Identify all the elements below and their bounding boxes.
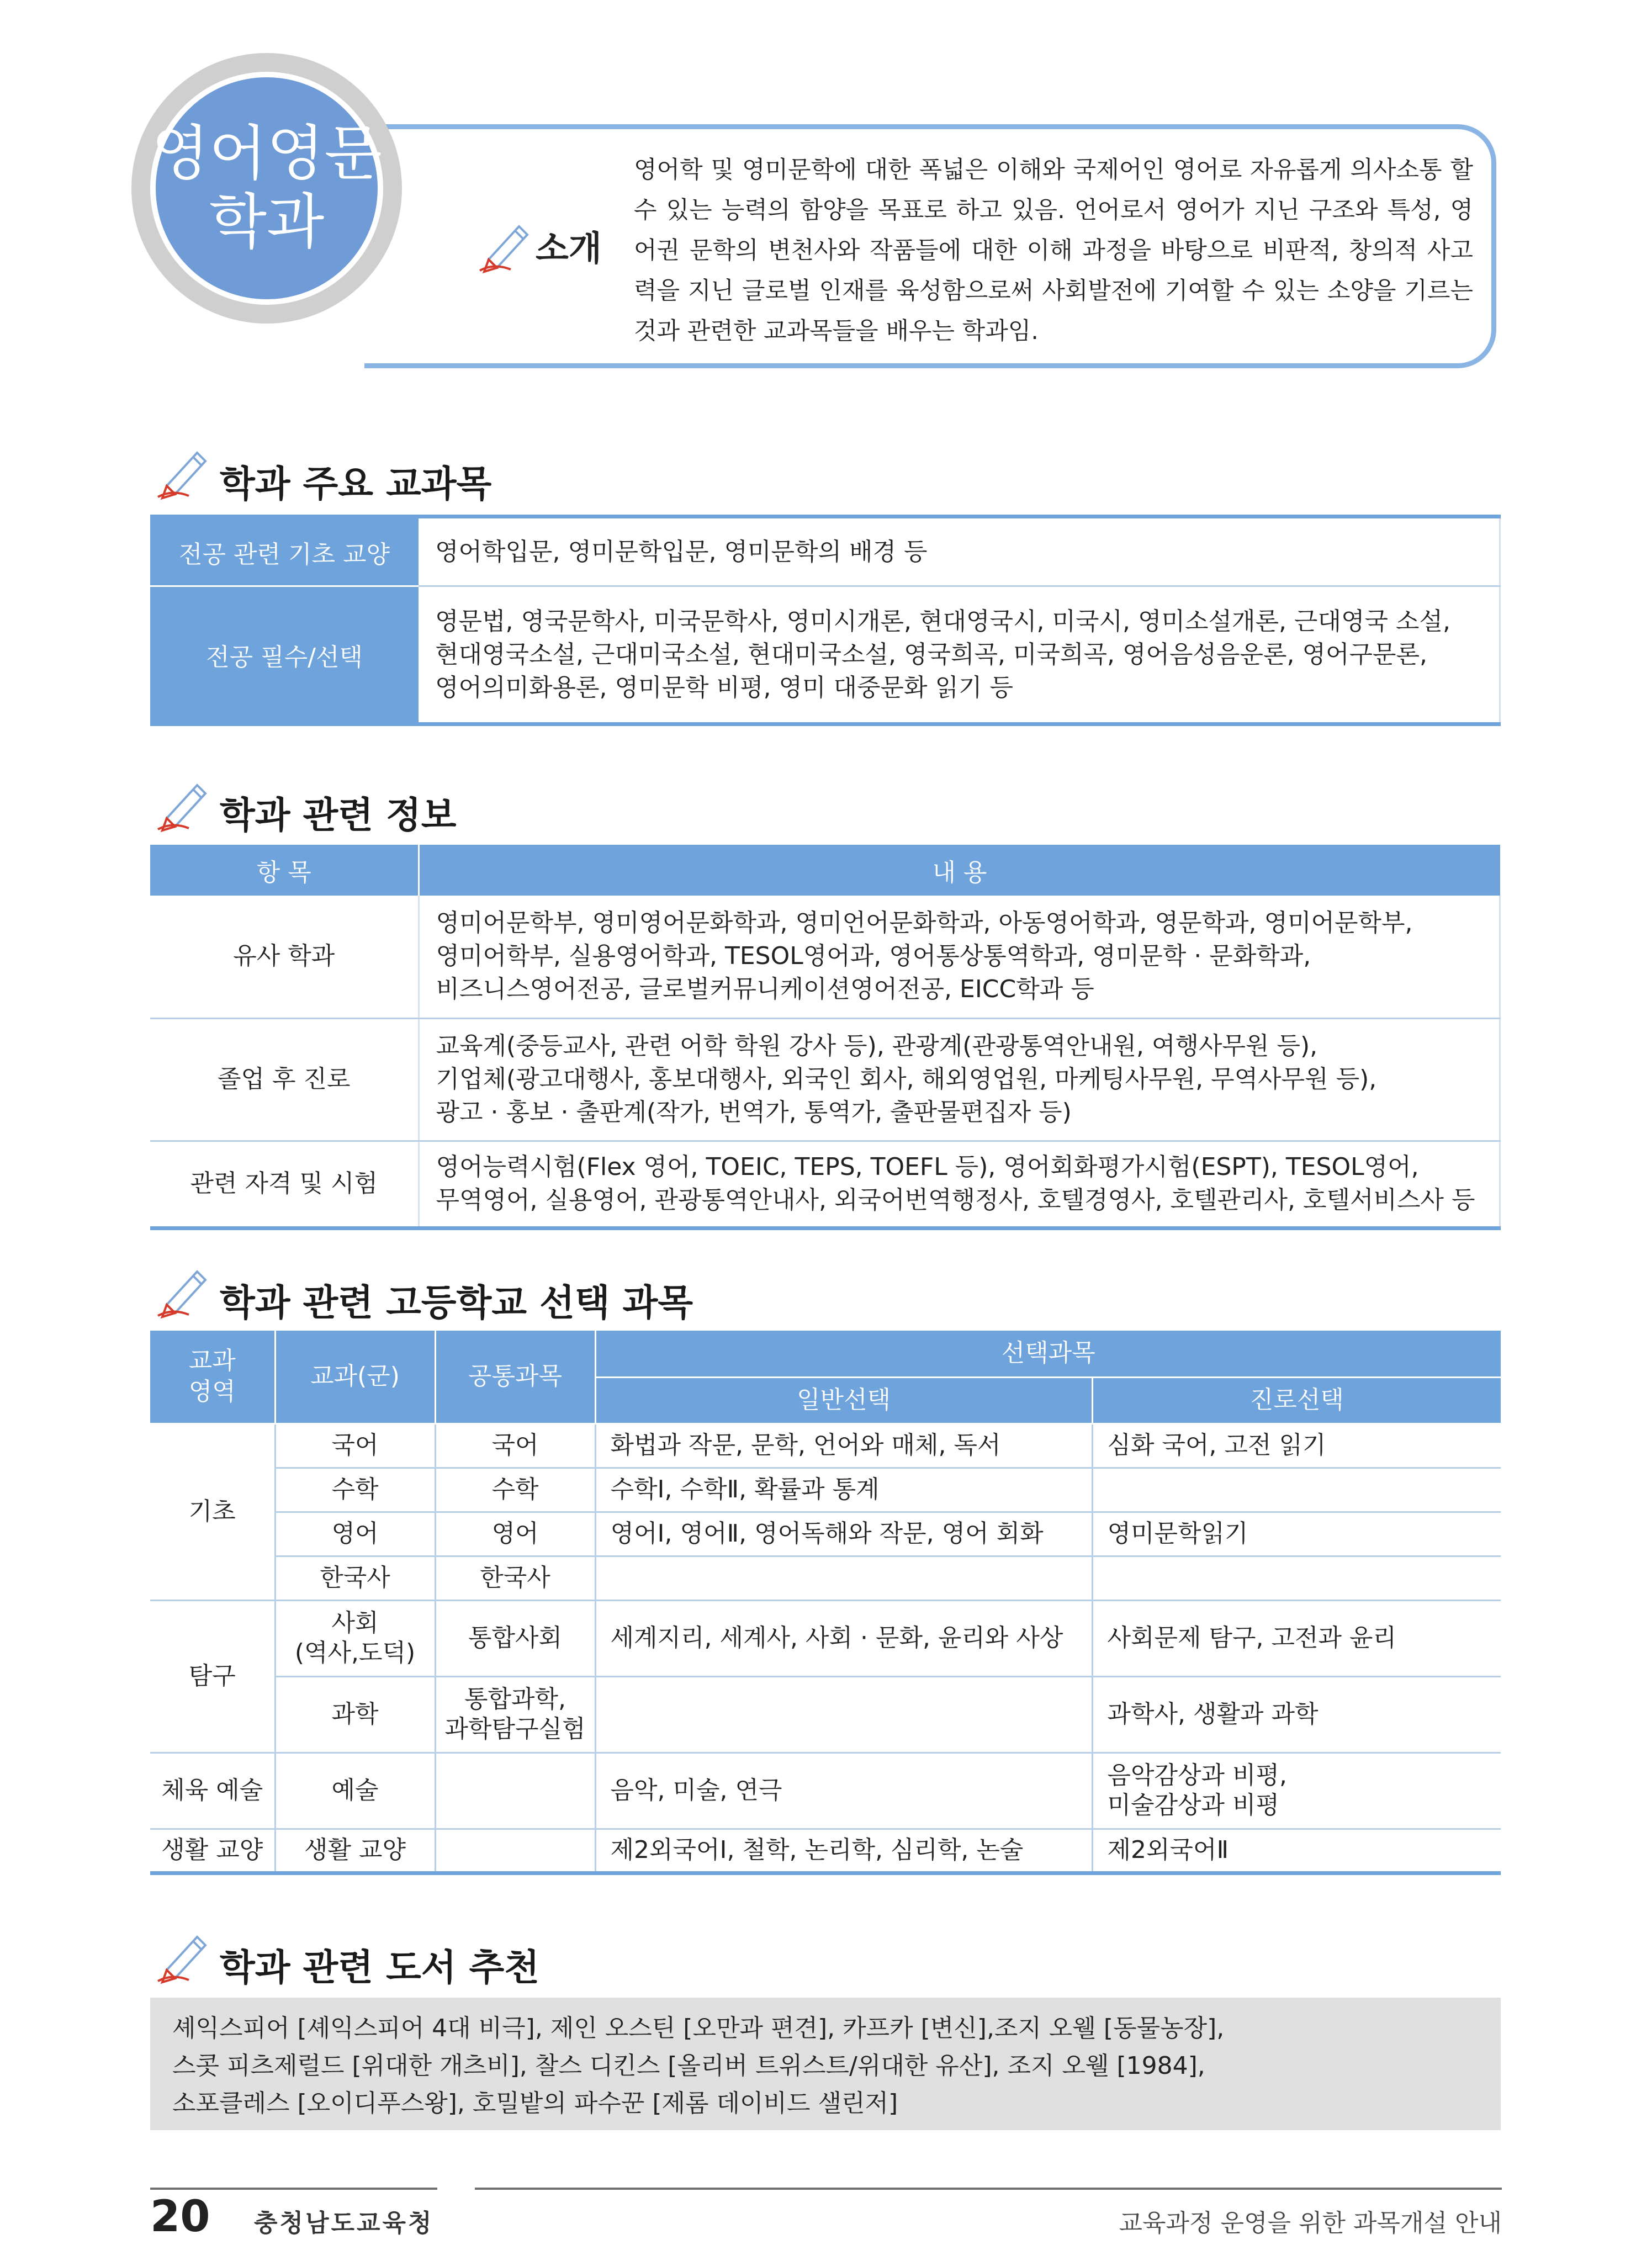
career-cell	[1092, 1468, 1501, 1512]
header-career: 진로선택	[1092, 1377, 1501, 1423]
main-courses-table	[150, 515, 1501, 726]
row-label: 유사 학과	[150, 896, 419, 1018]
table-header-row	[150, 1331, 1501, 1377]
content-line: 영문법, 영국문학사, 미국문학사, 영미시개론, 현대영국시, 미국시, 영미소설개론, 근대영국 소설,	[435, 607, 1450, 636]
content-line: 영어학입문, 영미문학입문, 영미문학의 배경 등	[435, 537, 928, 566]
header-general: 일반선택	[595, 1377, 1092, 1423]
table-header-row	[150, 845, 1500, 896]
career-cell: 제2외국어Ⅱ	[1092, 1829, 1501, 1873]
content-line: 기업체(광고대행사, 홍보대행사, 외국인 회사, 해외영업원, 마케팅사무원, 무역사무원 등),	[436, 1065, 1377, 1093]
row-label: 졸업 후 진로	[150, 1018, 419, 1141]
intro-label: 소개	[536, 228, 602, 268]
group-cell: 생활 교양	[275, 1829, 435, 1873]
header-group: 교과(군)	[275, 1331, 435, 1423]
row-label: 전공 필수/선택	[150, 586, 419, 724]
content-line: 영어능력시험(Flex 영어, TOEIC, TEPS, TOEFL 등), 영어회화평가시험(ESPT), TESOL영어,	[436, 1153, 1419, 1181]
common-cell	[435, 1752, 595, 1829]
group-cell	[275, 1600, 435, 1676]
header-elective: 선택과목	[595, 1331, 1501, 1377]
general-cell: 제2외국어Ⅰ, 철학, 논리학, 심리학, 논술	[595, 1829, 1092, 1873]
career-cell	[1092, 1752, 1501, 1829]
table-row	[150, 1018, 1500, 1141]
general-cell	[595, 1556, 1092, 1600]
table-row	[150, 1556, 1501, 1600]
general-cell: 세계지리, 세계사, 사회 · 문화, 윤리와 사상	[595, 1600, 1092, 1676]
table-row	[150, 896, 1500, 1018]
area-cell: 탐구	[150, 1600, 275, 1752]
table-row	[150, 1468, 1501, 1512]
table-row	[150, 1141, 1500, 1228]
table-row	[150, 586, 1500, 724]
row-content	[419, 1141, 1500, 1228]
row-content	[419, 896, 1500, 1018]
group-cell: 수학	[275, 1468, 435, 1512]
table-row	[150, 517, 1500, 586]
pencil-icon	[150, 1261, 216, 1321]
career-cell: 사회문제 탐구, 고전과 윤리	[1092, 1600, 1501, 1676]
content-line: 비즈니스영어전공, 글로벌커뮤니케이션영어전공, EICC학과 등	[436, 975, 1094, 1004]
career-line: 음악감상과 비평,	[1107, 1761, 1287, 1789]
common-line: 과학탐구실험	[444, 1715, 586, 1743]
department-title	[150, 72, 383, 305]
general-cell: 음악, 미술, 연극	[595, 1752, 1092, 1829]
common-cell: 영어	[435, 1512, 595, 1556]
footer-divider	[150, 2188, 437, 2190]
general-cell	[595, 1676, 1092, 1752]
table-row	[150, 1752, 1501, 1829]
career-cell: 영미문학읽기	[1092, 1512, 1501, 1556]
table-row	[150, 1423, 1501, 1468]
group-cell: 한국사	[275, 1556, 435, 1600]
common-cell: 국어	[435, 1423, 595, 1468]
header-content: 내 용	[419, 845, 1500, 896]
books-line: 스콧 피츠제럴드 [위대한 개츠비], 찰스 디킨스 [올리버 트위스트/위대한 유산], 조지 오웰 [1984],	[172, 2052, 1205, 2080]
header-area-line: 영역	[188, 1378, 236, 1406]
department-title-line1: 영어영문	[151, 119, 382, 188]
general-cell: 수학Ⅰ, 수학Ⅱ, 확률과 통계	[595, 1468, 1092, 1512]
content-line: 광고 · 홍보 · 출판계(작가, 번역가, 통역가, 출판물편집자 등)	[436, 1098, 1072, 1126]
content-line: 현대영국소설, 근대미국소설, 현대미국소설, 영국희곡, 미국희곡, 영어음성음운론, 영어구문론,	[435, 640, 1427, 669]
header-common: 공통과목	[435, 1331, 595, 1423]
header-area-line: 교과	[188, 1347, 236, 1375]
career-cell: 심화 국어, 고전 읽기	[1092, 1423, 1501, 1468]
career-cell	[1092, 1556, 1501, 1600]
section-title-main-courses: 학과 주요 교과목	[220, 463, 492, 505]
common-cell: 한국사	[435, 1556, 595, 1600]
area-cell: 기초	[150, 1423, 275, 1600]
section-title-department-info: 학과 관련 정보	[220, 794, 457, 836]
group-line: 사회	[331, 1609, 379, 1637]
section-title-books: 학과 관련 도서 추천	[220, 1946, 539, 1989]
content-line: 교육계(중등교사, 관련 어학 학원 강사 등), 관광계(관광통역안내원, 여행사무원 등),	[436, 1032, 1318, 1060]
pencil-icon	[150, 774, 216, 835]
pencil-icon	[472, 215, 538, 276]
department-info-table	[150, 845, 1501, 1230]
hs-electives-table	[150, 1331, 1501, 1875]
content-line: 영미어학부, 실용영어학과, TESOL영어과, 영어통상통역학과, 영미문학 · 문화학과,	[436, 942, 1311, 971]
common-cell	[435, 1676, 595, 1752]
header-item: 항 목	[150, 845, 419, 896]
general-cell: 영어Ⅰ, 영어Ⅱ, 영어독해와 작문, 영어 회화	[595, 1512, 1092, 1556]
group-cell: 예술	[275, 1752, 435, 1829]
group-cell: 영어	[275, 1512, 435, 1556]
pencil-icon	[150, 442, 216, 502]
common-cell: 수학	[435, 1468, 595, 1512]
footer-document-title: 교육과정 운영을 위한 과목개설 안내	[1119, 2209, 1502, 2237]
group-cell: 과학	[275, 1676, 435, 1752]
group-line: (역사,도덕)	[294, 1639, 416, 1667]
common-cell: 통합사회	[435, 1600, 595, 1676]
row-content	[419, 586, 1500, 724]
career-cell: 과학사, 생활과 과학	[1092, 1676, 1501, 1752]
pencil-icon	[150, 1926, 216, 1987]
general-cell: 화법과 작문, 문학, 언어와 매체, 독서	[595, 1423, 1092, 1468]
books-line: 셰익스피어 [셰익스피어 4대 비극], 제인 오스틴 [오만과 편견], 카프카 [변신],조지 오웰 [동물농장],	[172, 2014, 1225, 2042]
header-area	[150, 1331, 275, 1423]
department-title-line2: 학과	[209, 188, 325, 257]
content-line: 무역영어, 실용영어, 관광통역안내사, 외국어번역행정사, 호텔경영사, 호텔관리사, 호텔서비스사 등	[436, 1186, 1475, 1214]
page-number: 20	[150, 2192, 210, 2242]
table-row	[150, 1676, 1501, 1752]
row-content	[419, 517, 1500, 586]
books-line: 소포클레스 [오이디푸스왕], 호밀밭의 파수꾼 [제롬 데이비드 샐린저]	[172, 2089, 898, 2117]
section-title-hs-electives: 학과 관련 고등학교 선택 과목	[220, 1282, 693, 1324]
books-box	[150, 1998, 1501, 2130]
area-cell: 생활 교양	[150, 1829, 275, 1873]
career-line: 미술감상과 비평	[1107, 1791, 1280, 1819]
table-row	[150, 1829, 1501, 1873]
footer-organization: 충청남도교육청	[254, 2209, 434, 2237]
table-row	[150, 1600, 1501, 1676]
intro-text: 영어학 및 영미문학에 대한 폭넓은 이해와 국제어인 영어로 자유롭게 의사소통 할 수 있는 능력의 함양을 목표로 하고 있음. 언어로서 영어가 지닌 구조와 특성, 영어권 문학의 변천사와 작품들에 대한 이해 과정을 바탕으로 비판적, 창의적 사고력을 지닌 글로벌 인재를 육성함으로써 사회발전에 기여할 수 있는 소양을 기르는 것과 관련한 교과목들을 배우는 학과임.	[634, 156, 1473, 345]
footer-divider	[475, 2188, 1502, 2190]
common-cell	[435, 1829, 595, 1873]
table-row	[150, 1512, 1501, 1556]
row-label: 전공 관련 기초 교양	[150, 517, 419, 586]
area-cell: 체육 예술	[150, 1752, 275, 1829]
content-line: 영미어문학부, 영미영어문화학과, 영미언어문화학과, 아동영어학과, 영문학과, 영미어문학부,	[436, 909, 1413, 938]
content-line: 영어의미화용론, 영미문학 비평, 영미 대중문화 읽기 등	[435, 673, 1013, 702]
group-cell: 국어	[275, 1423, 435, 1468]
common-line: 통합과학,	[464, 1685, 566, 1713]
row-content	[419, 1018, 1500, 1141]
row-label: 관련 자격 및 시험	[150, 1141, 419, 1228]
